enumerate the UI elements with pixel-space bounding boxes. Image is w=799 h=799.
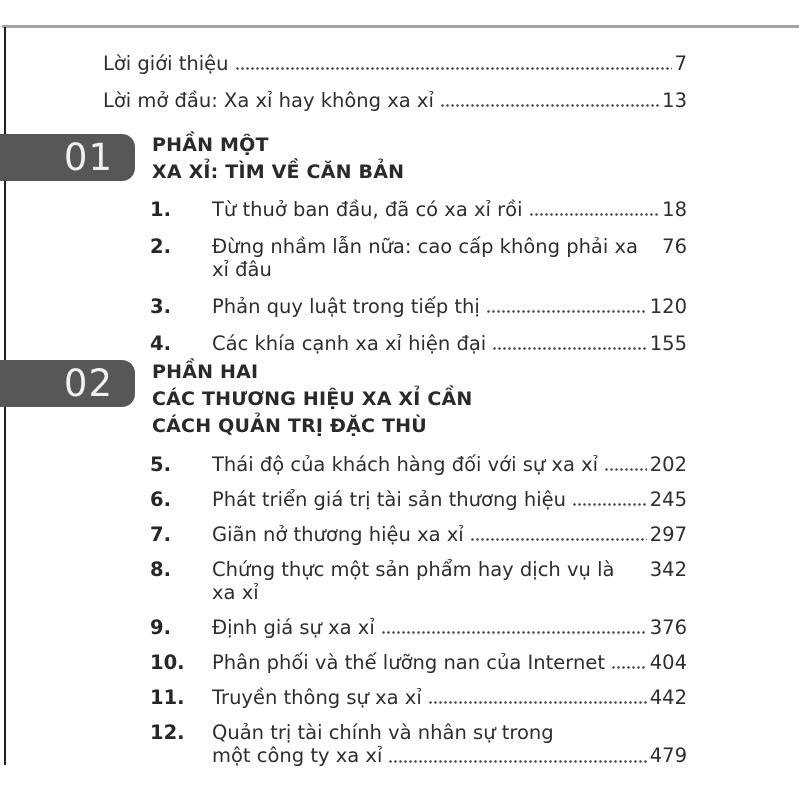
entry-number: 3. <box>150 295 171 318</box>
section-number: 02 <box>63 362 113 405</box>
entry-title-block <box>212 721 687 768</box>
page-number: 120 <box>649 295 687 318</box>
page-number: 442 <box>649 686 687 709</box>
dot-leader <box>428 701 647 704</box>
entry-number: 2. <box>150 235 171 258</box>
chapter-entry <box>150 453 687 476</box>
entry-title: Truyền thông sự xa xỉ <box>212 686 422 709</box>
entry-title: Định giá sự xa xỉ <box>212 616 375 639</box>
section-number-badge <box>0 360 135 407</box>
entry-title: Phát triển giá trị tài sản thương hiệu <box>212 488 567 511</box>
dot-leader <box>470 538 647 541</box>
page-number: 342 <box>649 558 687 581</box>
dot-leader <box>611 666 647 669</box>
entry-number: 10. <box>150 651 185 674</box>
page-number: 479 <box>649 744 687 767</box>
page-number: 18 <box>662 198 687 221</box>
dot-leader <box>604 468 647 471</box>
entry-title: Giãn nở thương hiệu xa xỉ <box>212 523 464 546</box>
entry-number: 5. <box>150 453 171 476</box>
page-number: 13 <box>662 89 687 112</box>
front-matter-entry <box>103 52 687 75</box>
entry-number: 6. <box>150 488 171 511</box>
page-number: 155 <box>649 332 687 355</box>
chapter-entry <box>150 721 687 768</box>
front-matter-entry <box>103 89 687 112</box>
section-entries <box>150 453 687 780</box>
entry-number: 4. <box>150 332 171 355</box>
dot-leader <box>529 213 660 216</box>
page-number: 7 <box>674 52 687 75</box>
chapter-entry <box>150 651 687 674</box>
entry-number: 11. <box>150 686 185 709</box>
page-number: 76 <box>662 235 687 258</box>
section-entries <box>150 198 687 369</box>
chapter-entry <box>150 558 687 604</box>
top-rule <box>2 25 799 28</box>
page-number: 404 <box>649 651 687 674</box>
entry-title: Quản trị tài chính và nhân sự trong <box>212 721 554 744</box>
chapter-entry <box>150 332 687 355</box>
entry-title: Các khía cạnh xa xỉ hiện đại <box>212 332 487 355</box>
page-number: 202 <box>649 453 687 476</box>
entry-title: một công ty xa xỉ <box>212 744 383 767</box>
section-heading <box>152 132 404 186</box>
section-heading-line: PHẦN MỘT <box>152 134 269 156</box>
dot-leader <box>572 503 647 506</box>
chapter-entry <box>150 198 687 221</box>
section-heading-line: XA XỈ: TÌM VỀ CĂN BẢN <box>152 161 405 183</box>
entry-title: Lời giới thiệu <box>103 52 229 75</box>
entry-title: Thái độ của khách hàng đối với sự xa xỉ <box>212 453 599 476</box>
chapter-entry <box>150 616 687 639</box>
dot-leader <box>381 631 647 634</box>
section-heading-line: CÁCH QUẢN TRỊ ĐẶC THÙ <box>152 415 427 437</box>
chapter-entry <box>150 686 687 709</box>
entry-number: 1. <box>150 198 171 221</box>
dot-leader <box>388 760 646 763</box>
dot-leader <box>235 67 672 70</box>
entry-title-continuation <box>212 744 687 768</box>
page-number: 376 <box>649 616 687 639</box>
front-matter <box>103 52 687 126</box>
dot-leader <box>492 347 647 350</box>
entry-number: 8. <box>150 558 171 581</box>
section-number-badge <box>0 134 135 181</box>
section-heading <box>152 359 473 440</box>
entry-title: Chứng thực một sản phẩm hay dịch vụ là xa xỉ <box>212 558 615 604</box>
entry-title: Lời mở đầu: Xa xỉ hay không xa xỉ <box>103 89 434 112</box>
entry-title: Đừng nhầm lẫn nữa: cao cấp không phải xa xỉ đâu <box>212 235 638 281</box>
chapter-entry <box>150 488 687 511</box>
dot-leader <box>440 104 659 107</box>
chapter-entry <box>150 295 687 318</box>
page-number: 297 <box>649 523 687 546</box>
chapter-entry <box>150 235 687 281</box>
entry-title: Phân phối và thế lưỡng nan của Internet <box>212 651 605 674</box>
chapter-entry <box>150 523 687 546</box>
entry-number: 7. <box>150 523 171 546</box>
page-number: 245 <box>649 488 687 511</box>
dot-leader <box>486 310 647 313</box>
entry-title: Từ thuở ban đầu, đã có xa xỉ rồi <box>212 198 523 221</box>
section-number: 01 <box>63 136 113 179</box>
entry-number: 12. <box>150 721 185 744</box>
section-heading-line: PHẦN HAI <box>152 361 259 383</box>
section-heading-line: CÁC THƯƠNG HIỆU XA XỈ CẦN <box>152 388 473 410</box>
entry-number: 9. <box>150 616 171 639</box>
entry-title: Phản quy luật trong tiếp thị <box>212 295 480 318</box>
